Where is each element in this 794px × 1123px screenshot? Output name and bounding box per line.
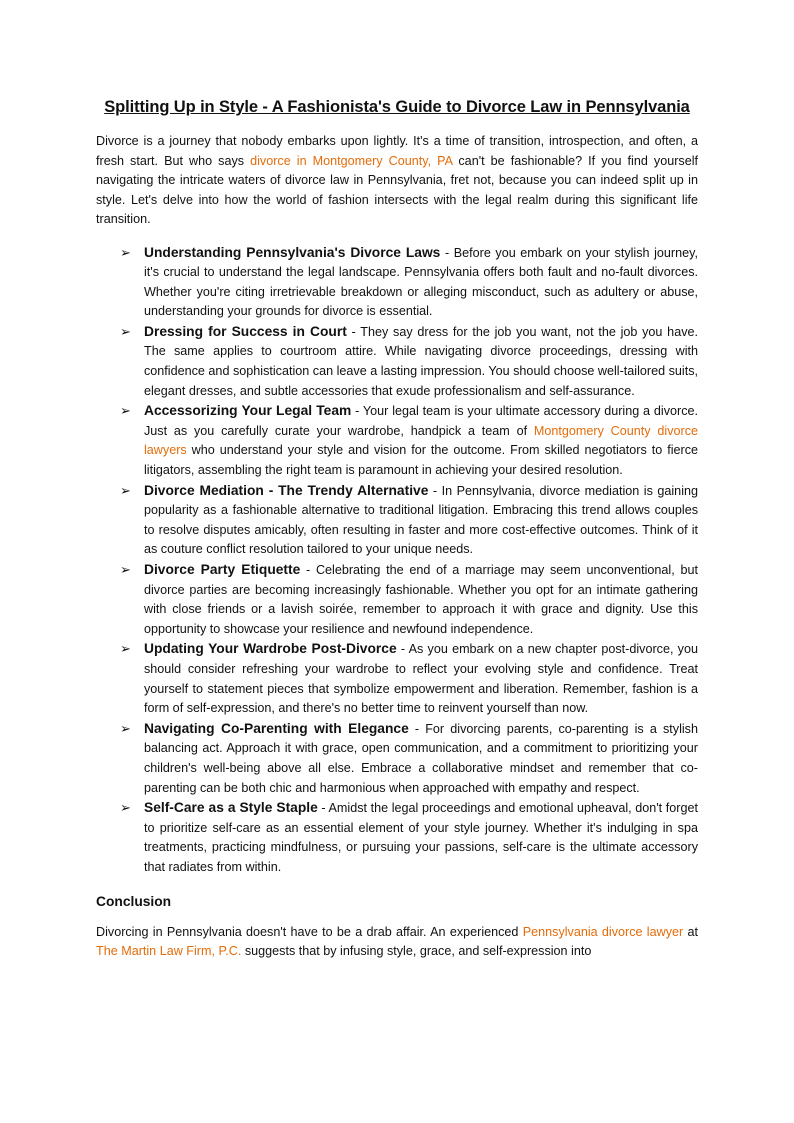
item-body: - Amidst the legal proceedings and emotional upheaval, don't forget to prioritize self-care as an essential element of your style journey. Whether it's indulging in spa treatments, practicing mindfulness, or pursuing your passions, self-care is the ultimate accessory that radiates from within. — [144, 801, 699, 874]
item-title: Understanding Pennsylvania's Divorce Laws — [144, 244, 441, 260]
pennsylvania-lawyer-link[interactable]: Pennsylvania divorce lawyer — [522, 924, 684, 939]
item-title: Updating Your Wardrobe Post-Divorce — [144, 641, 397, 657]
divorce-montgomery-link[interactable]: divorce in Montgomery County, PA — [250, 153, 453, 168]
list-item — [120, 719, 698, 798]
arrow-bullet-icon: ➢ — [120, 244, 131, 260]
list-item — [120, 481, 698, 560]
tips-list — [96, 243, 698, 878]
item-body: - They say dress for the job you want, not the job you have. The same applies to courtroom attire. While navigating divorce proceedings, dressing with confidence and sophistication can leave a lasting impression. You should choose well-tailored suits, elegant dresses, and subtle accessories that exude professionalism and self-assurance. — [144, 324, 698, 398]
item-title: Navigating Co-Parenting with Elegance — [144, 720, 409, 736]
arrow-bullet-icon: ➢ — [120, 562, 131, 577]
list-item — [120, 639, 698, 718]
conclusion-text-1: Divorcing in Pennsylvania doesn't have to be a drab affair. An experienced — [96, 924, 523, 939]
item-title: Divorce Party Etiquette — [144, 562, 301, 577]
intro-paragraph — [96, 132, 698, 230]
arrow-bullet-icon: ➢ — [120, 720, 131, 736]
conclusion-text-3: suggests that by infusing style, grace, and self-expression into — [241, 944, 592, 958]
item-body: - Celebrating the end of a marriage may seem unconventional, but divorce parties are becoming increasingly fashionable. Whether you opt for an intimate gathering with close friends or a lavish soirée, remember to approach it with grace and dignity. Use this opportunity to showcase your resilience and newfound independence. — [144, 563, 698, 636]
item-title: Accessorizing Your Legal Team — [144, 403, 352, 419]
list-item — [120, 401, 698, 480]
list-item — [120, 322, 698, 401]
item-title: Dressing for Success in Court — [144, 323, 347, 339]
item-body: - For divorcing parents, co-parenting is a stylish balancing act. Approach it with grace, open communication, and a commitment to prioritizing your children's well-being above all else. Embrace a collaborative mindset and remember that co-parenting can be both chic and harmonious when approached with empathy and respect. — [144, 721, 698, 795]
list-item — [120, 560, 698, 639]
arrow-bullet-icon: ➢ — [120, 482, 131, 498]
item-body-continued: who understand your style and vision for the outcome. From skilled negotiators to fierce litigators, assembling the right team is paramount in achieving your desired resolution. — [144, 443, 698, 478]
arrow-bullet-icon: ➢ — [120, 323, 131, 339]
intro-text-2: can't be fashionable? If you find yourself navigating the intricate waters of divorce law in Pennsylvania, fret not, because you can indeed split up in style. Let's delve into how the world of fashion intersects with the legal realm during this significant life transition. — [96, 153, 699, 226]
list-item — [120, 798, 699, 877]
document-page — [96, 96, 698, 962]
item-body: - Before you embark on your stylish journey, it's crucial to understand the legal landscape. Pennsylvania offers both fault and no-fault divorces. Whether you're citing irretrievable breakdown or alleging misconduct, such as adultery or abuse, understanding your grounds for divorce is essential. — [144, 245, 698, 319]
item-body: - In Pennsylvania, divorce mediation is gaining popularity as a fashionable alternative to traditional litigation. Embracing this trend allows couples to resolve disputes amicably, often resulting in faster and more cost-effective outcomes. Think of it as couture conflict resolution tailored to your unique needs. — [144, 483, 698, 557]
item-body: - Your legal team is your ultimate accessory during a divorce. Just as you carefully curate your wardrobe, handpick a team of — [144, 404, 698, 438]
conclusion-heading: Conclusion — [96, 893, 172, 909]
arrow-bullet-icon: ➢ — [120, 641, 131, 657]
conclusion-paragraph — [96, 923, 698, 962]
martin-law-firm-link[interactable]: The Martin Law Firm, P.C. — [96, 944, 242, 958]
document-title: Splitting Up in Style - A Fashionista's Guide to Divorce Law in Pennsylvania — [104, 98, 690, 116]
arrow-bullet-icon: ➢ — [120, 800, 131, 816]
list-item — [120, 243, 698, 322]
item-title: Self-Care as a Style Staple — [144, 800, 318, 816]
conclusion-text-2: at — [683, 924, 698, 939]
intro-text-1: Divorce is a journey that nobody embarks upon lightly. It's a time of transition, introspection, and often, a fresh start. But who says — [96, 134, 698, 168]
montgomery-lawyers-link[interactable]: Montgomery County divorce lawyers — [144, 423, 698, 458]
item-title: Divorce Mediation - The Trendy Alternative — [144, 482, 429, 498]
item-body: - As you embark on a new chapter post-divorce, you should consider refreshing your wardrobe to reflect your evolving style and confidence. Treat yourself to statement pieces that symbolize empowerment and liberation. Remember, fashion is a form of self-expression, and there's no better time to reinvent yourself than now. — [144, 642, 698, 716]
arrow-bullet-icon: ➢ — [120, 403, 131, 419]
